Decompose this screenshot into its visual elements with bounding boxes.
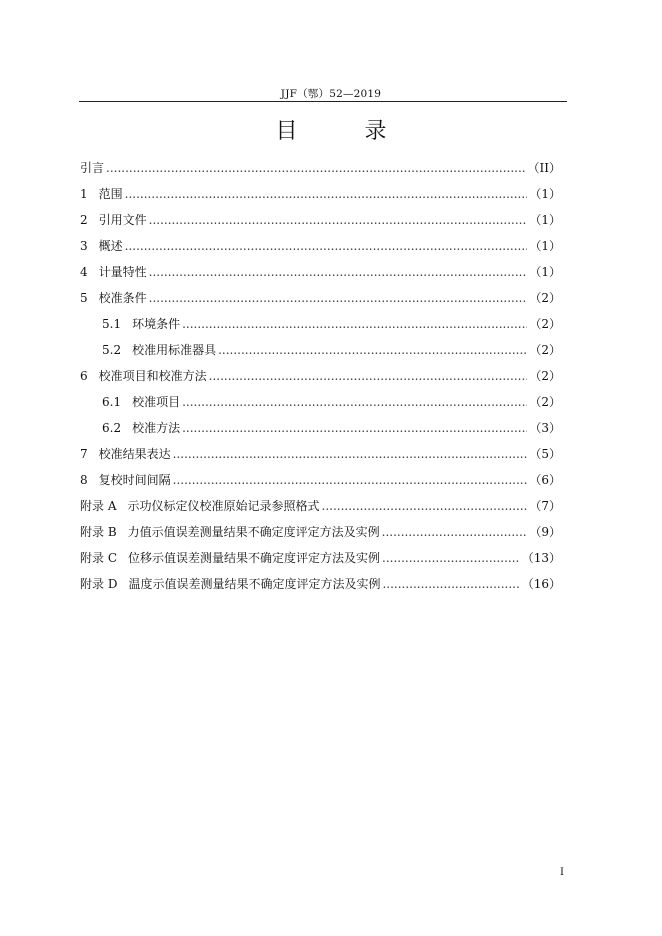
toc-entry[interactable] <box>80 441 561 467</box>
toc-entry-label: 校准项目 <box>132 395 181 409</box>
toc-appendix-entry[interactable] <box>80 519 561 545</box>
toc-entry-number: 5.1 <box>102 317 122 331</box>
dot-leader <box>382 519 528 545</box>
toc-entry-number: 6.1 <box>102 395 122 409</box>
toc-entry-page: （16） <box>521 577 561 591</box>
dot-leader <box>182 389 527 415</box>
toc-entry[interactable] <box>80 285 561 311</box>
toc-entry-number: 5 <box>80 291 88 305</box>
toc-entry-number: 4 <box>80 265 88 279</box>
toc-entry-label: 位移示值误差测量结果不确定度评定方法及实例 <box>128 551 381 565</box>
toc-entry-number: 6 <box>80 369 88 383</box>
dot-leader <box>125 233 528 259</box>
toc-subentry[interactable] <box>80 337 561 363</box>
dot-leader <box>182 415 527 441</box>
toc-entry-number: 附录 D <box>80 577 118 591</box>
toc-entry-label: 校准方法 <box>132 421 181 435</box>
toc-subentry[interactable] <box>80 311 561 337</box>
document-header: JJF（鄂）52—2019 <box>280 88 382 100</box>
toc-entry-label: 校准用标准器具 <box>132 343 217 357</box>
toc-entry-page: （6） <box>529 473 561 487</box>
page-title: 目 录 <box>275 119 417 144</box>
toc-entry-label: 温度示值误差测量结果不确定度评定方法及实例 <box>128 577 381 591</box>
toc-appendix-entry[interactable] <box>80 493 561 519</box>
toc-entry-page: （13） <box>521 551 561 565</box>
toc-subentry[interactable] <box>80 415 561 441</box>
toc-entry-label: 计量特性 <box>98 265 147 279</box>
toc-entry-page: （7） <box>529 499 561 513</box>
toc-subentry[interactable] <box>80 389 561 415</box>
toc-entry-number: 附录 B <box>80 525 117 539</box>
toc-entry-label: 校准项目和校准方法 <box>98 369 207 383</box>
toc-entry-page: （3） <box>529 421 561 435</box>
toc-entry-page: （2） <box>529 343 561 357</box>
toc-appendix-entry[interactable] <box>80 571 561 597</box>
toc-entry-page: （2） <box>529 317 561 331</box>
toc-entry-number: 8 <box>80 473 88 487</box>
table-of-contents <box>80 155 561 597</box>
toc-entry-label: 力值示值误差测量结果不确定度评定方法及实例 <box>127 525 380 539</box>
dot-leader <box>173 467 528 493</box>
dot-leader <box>382 571 519 597</box>
toc-entry-label: 复校时间间隔 <box>98 473 171 487</box>
dot-leader <box>382 545 520 571</box>
dot-leader <box>125 181 528 207</box>
toc-entry-page: （1） <box>529 265 561 279</box>
toc-entry-page: （II） <box>527 161 561 175</box>
dot-leader <box>182 311 527 337</box>
dot-leader <box>209 363 528 389</box>
toc-entry-number: 5.2 <box>102 343 122 357</box>
toc-entry-page: （2） <box>529 395 561 409</box>
toc-entry-page: （1） <box>529 213 561 227</box>
toc-entry[interactable] <box>80 467 561 493</box>
dot-leader <box>218 337 527 363</box>
dot-leader <box>149 207 528 233</box>
toc-entry[interactable] <box>80 181 561 207</box>
toc-entry-page: （9） <box>529 525 561 539</box>
toc-entry[interactable] <box>80 233 561 259</box>
toc-entry-number: 附录 C <box>80 551 117 565</box>
dot-leader <box>106 155 526 181</box>
toc-entry-label: 引言 <box>80 161 105 175</box>
toc-entry-number: 6.2 <box>102 421 122 435</box>
toc-entry-label: 范围 <box>98 187 123 201</box>
toc-appendix-entry[interactable] <box>80 545 561 571</box>
toc-entry-number: 7 <box>80 447 88 461</box>
toc-entry-label: 校准条件 <box>98 291 147 305</box>
dot-leader <box>149 259 528 285</box>
dot-leader <box>173 441 528 467</box>
toc-entry-page: （2） <box>529 291 561 305</box>
toc-entry-label: 引用文件 <box>98 213 147 227</box>
toc-entry-page: （1） <box>529 239 561 253</box>
toc-entry-page: （1） <box>529 187 561 201</box>
toc-entry[interactable] <box>80 259 561 285</box>
toc-entry[interactable] <box>80 363 561 389</box>
toc-entry-number: 附录 A <box>80 499 117 513</box>
toc-entry-label: 示功仪标定仪校准原始记录参照格式 <box>127 499 320 513</box>
toc-entry[interactable] <box>80 155 561 181</box>
header-rule <box>79 101 567 102</box>
toc-entry-label: 校准结果表达 <box>98 447 171 461</box>
toc-entry[interactable] <box>80 207 561 233</box>
page-number: I <box>560 867 564 878</box>
toc-entry-page: （5） <box>529 447 561 461</box>
toc-entry-number: 1 <box>80 187 88 201</box>
dot-leader <box>322 493 528 519</box>
toc-entry-label: 概述 <box>98 239 123 253</box>
toc-entry-label: 环境条件 <box>132 317 181 331</box>
toc-entry-page: （2） <box>529 369 561 383</box>
dot-leader <box>149 285 528 311</box>
toc-entry-number: 3 <box>80 239 88 253</box>
toc-entry-number: 2 <box>80 213 88 227</box>
